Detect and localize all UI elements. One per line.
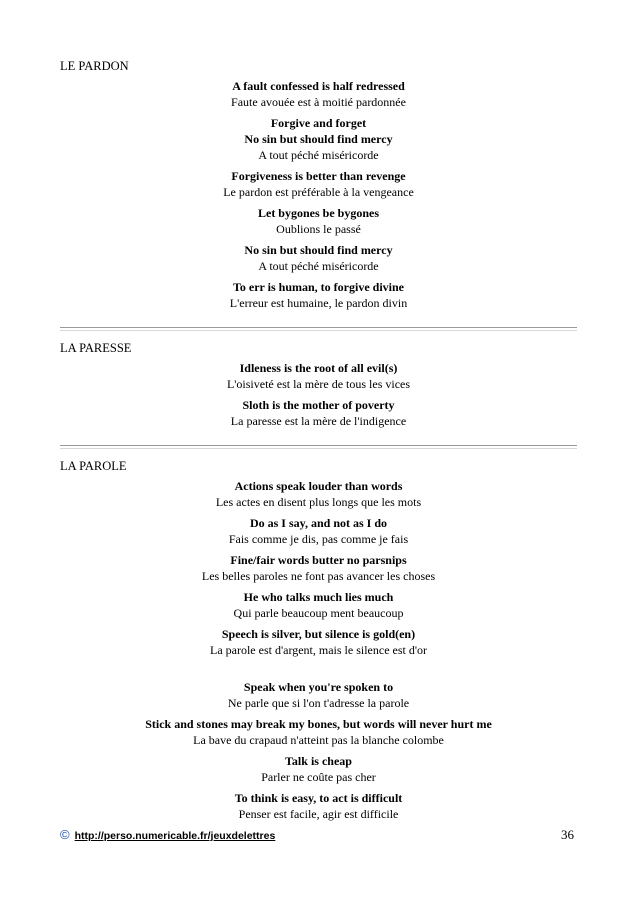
section-divider — [60, 327, 577, 331]
proverb — [60, 168, 577, 200]
proverb-french: Qui parle beaucoup ment beaucoup — [233, 606, 404, 620]
proverb-french: L'oisiveté est la mère de tous les vices — [226, 377, 411, 391]
proverb-english: Speak when you're spoken to — [243, 680, 394, 694]
proverb-french: Penser est facile, agir est difficile — [238, 807, 399, 821]
proverb — [60, 753, 577, 785]
proverb — [60, 205, 577, 237]
proverb-english: Talk is cheap — [285, 754, 352, 768]
proverb-french: Parler ne coûte pas cher — [261, 770, 376, 784]
section-title: LA PARESSE — [60, 341, 132, 355]
document-page — [60, 57, 577, 822]
proverb-english: Sloth is the mother of poverty — [242, 398, 395, 412]
proverb — [60, 115, 577, 163]
proverb — [60, 515, 577, 547]
proverb — [60, 78, 577, 110]
proverb-english: Forgive and forget — [270, 116, 367, 130]
proverb-english: Actions speak louder than words — [234, 479, 403, 493]
website-link[interactable]: http://perso.numericable.fr/jeuxdelettres — [74, 830, 276, 842]
proverb-french: Les actes en disent plus longs que les mots — [215, 495, 422, 509]
proverb-english: Let bygones be bygones — [257, 206, 379, 220]
section-title: LA PAROLE — [60, 459, 127, 473]
section-la-parole — [60, 457, 577, 822]
proverb-french: La bave du crapaud n'atteint pas la blanche colombe — [193, 733, 444, 747]
proverb-english: To think is easy, to act is difficult — [234, 791, 403, 805]
page-number: 36 — [561, 827, 574, 842]
proverb — [60, 679, 577, 711]
proverb — [60, 716, 577, 748]
proverb-english: To err is human, to forgive divine — [232, 280, 404, 294]
proverb-french: Les belles paroles ne font pas avancer les choses — [201, 569, 436, 583]
proverb-french: Oublions le passé — [276, 222, 361, 236]
proverb-french: Le pardon est préférable à la vengeance — [223, 185, 414, 199]
section-le-pardon — [60, 57, 577, 311]
proverb-french: Faute avouée est à moitié pardonnée — [231, 95, 406, 109]
proverb — [60, 626, 577, 658]
proverb-french: A tout péché miséricorde — [258, 259, 379, 273]
page-footer — [60, 828, 577, 843]
proverb-french: La parole est d'argent, mais le silence est d'or — [209, 643, 428, 657]
proverb-french: L'erreur est humaine, le pardon divin — [229, 296, 408, 310]
proverb — [60, 552, 577, 584]
proverb-english: Idleness is the root of all evil(s) — [239, 361, 398, 375]
section-divider — [60, 445, 577, 449]
proverb-french: La paresse est la mère de l'indigence — [230, 414, 407, 428]
copyright-icon: © — [60, 827, 70, 842]
proverb-english: No sin but should find mercy — [244, 243, 393, 257]
proverb — [60, 790, 577, 822]
proverb — [60, 360, 577, 392]
proverb-french: Fais comme je dis, pas comme je fais — [228, 532, 409, 546]
proverb — [60, 279, 577, 311]
proverb — [60, 242, 577, 274]
proverb-english: He who talks much lies much — [243, 590, 394, 604]
proverb-english: Fine/fair words butter no parsnips — [230, 553, 407, 567]
proverb-english: Speech is silver, but silence is gold(en) — [221, 627, 416, 641]
proverb-french: A tout péché miséricorde — [258, 148, 379, 162]
proverb-english: No sin but should find mercy — [244, 132, 393, 146]
proverb-english: Stick and stones may break my bones, but words will never hurt me — [145, 717, 492, 731]
section-title: LE PARDON — [60, 59, 129, 73]
proverb — [60, 478, 577, 510]
section-la-paresse — [60, 339, 577, 429]
proverb — [60, 589, 577, 621]
proverb-english: Forgiveness is better than revenge — [231, 169, 406, 183]
proverb-french: Ne parle que si l'on t'adresse la parole — [227, 696, 410, 710]
proverb — [60, 397, 577, 429]
proverb-english: A fault confessed is half redressed — [232, 79, 405, 93]
proverb-english: Do as I say, and not as I do — [249, 516, 388, 530]
